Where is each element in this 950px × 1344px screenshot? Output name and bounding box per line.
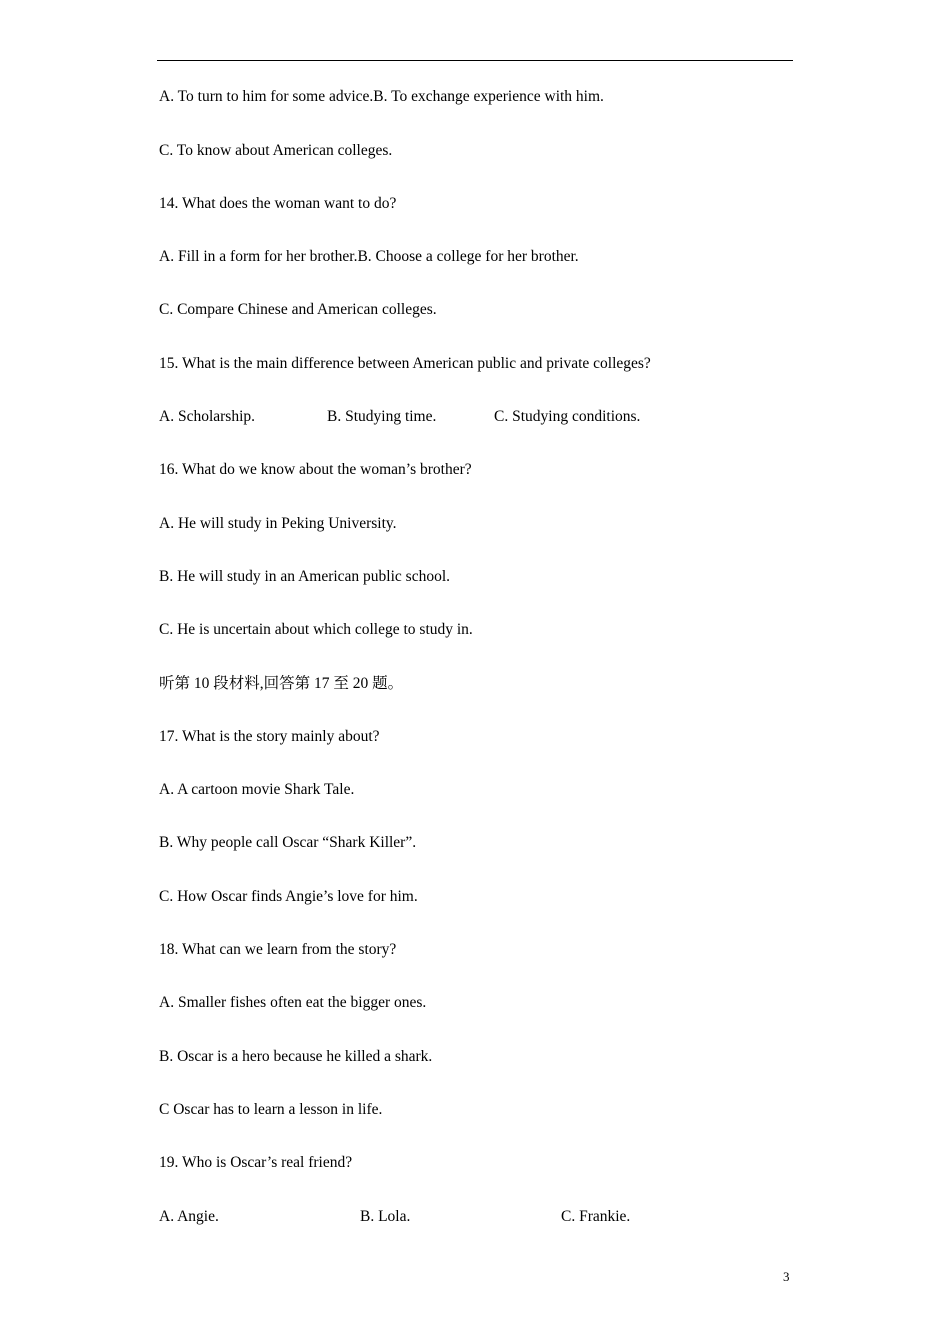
q19-option-c: C. Frankie. [561, 1208, 631, 1225]
q18-question: 18. What can we learn from the story? [159, 941, 397, 958]
q18-option-a: A. Smaller fishes often eat the bigger ones. [159, 994, 427, 1011]
section-instruction: 听第 10 段材料,回答第 17 至 20 题。 [159, 675, 404, 692]
q14-options-ab: A. Fill in a form for her brother.B. Choose a college for her brother. [159, 248, 579, 265]
q17-question: 17. What is the story mainly about? [159, 728, 380, 745]
q15-question: 15. What is the main difference between American public and private colleges? [159, 355, 651, 372]
q18-option-b: B. Oscar is a hero because he killed a shark. [159, 1048, 433, 1065]
q18-option-c: C Oscar has to learn a lesson in life. [159, 1101, 383, 1118]
q13-options-ab: A. To turn to him for some advice.B. To exchange experience with him. [159, 88, 604, 105]
q19-question: 19. Who is Oscar’s real friend? [159, 1154, 353, 1171]
q19-option-a: A. Angie. [159, 1208, 219, 1225]
q17-option-a: A. A cartoon movie Shark Tale. [159, 781, 355, 798]
q17-option-c: C. How Oscar finds Angie’s love for him. [159, 888, 418, 905]
page-number: 3 [783, 1269, 790, 1284]
q15-option-b: B. Studying time. [327, 408, 437, 425]
q15-option-c: C. Studying conditions. [494, 408, 641, 425]
q16-option-b: B. He will study in an American public school. [159, 568, 451, 585]
q16-option-c: C. He is uncertain about which college to study in. [159, 621, 473, 638]
q16-question: 16. What do we know about the woman’s brother? [159, 461, 472, 478]
q16-option-a: A. He will study in Peking University. [159, 515, 397, 532]
q13-option-c: C. To know about American colleges. [159, 142, 393, 159]
q19-option-b: B. Lola. [360, 1208, 411, 1225]
q15-option-a: A. Scholarship. [159, 408, 256, 425]
header-rule [157, 60, 793, 61]
q17-option-b: B. Why people call Oscar “Shark Killer”. [159, 834, 417, 851]
q14-option-c: C. Compare Chinese and American colleges. [159, 301, 437, 318]
q14-question: 14. What does the woman want to do? [159, 195, 397, 212]
